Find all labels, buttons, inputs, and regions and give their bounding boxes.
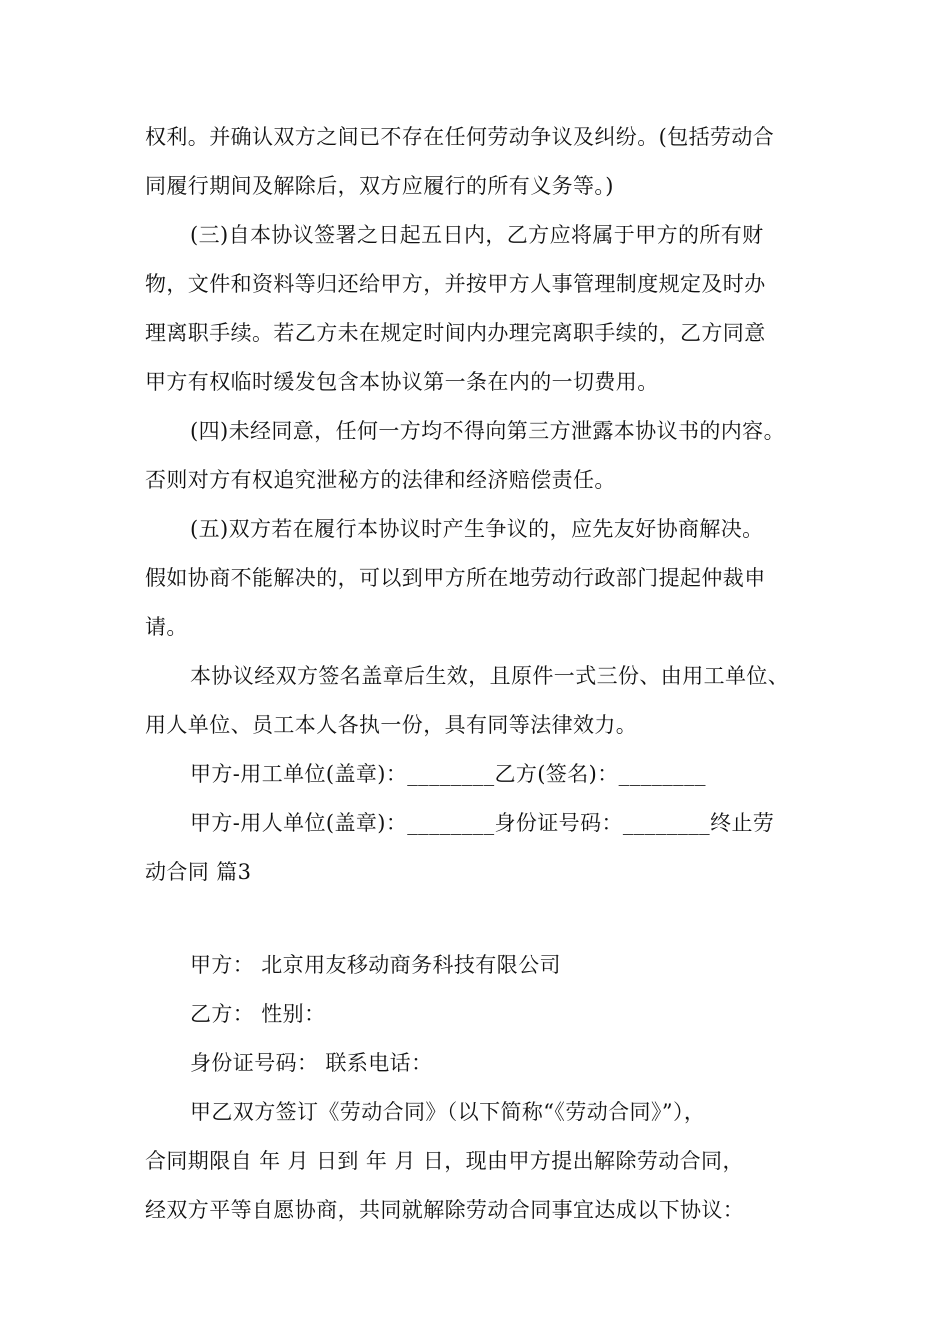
text-line: (三)自本协议签署之日起五日内，乙方应将属于甲方的所有财 xyxy=(190,223,764,247)
text-line: 假如协商不能解决的，可以到甲方所在地劳动行政部门提起仲裁申 xyxy=(145,566,766,590)
text-line: 甲乙双方签订《劳动合同》（以下简称“《劳动合同》”）， xyxy=(190,1100,706,1124)
text-line: (四)未经同意，任何一方均不得向第三方泄露本协议书的内容。 xyxy=(190,419,785,443)
text-line: 本协议经双方签名盖章后生效，且原件一式三份、由用工单位、 xyxy=(190,664,790,688)
section-heading: 动合同 篇3 xyxy=(145,860,252,884)
text-line: 权利。并确认双方之间已不存在任何劳动争议及纠纷。(包括劳动合 xyxy=(145,125,775,149)
text-line: 否则对方有权追究泄秘方的法律和经济赔偿责任。 xyxy=(145,468,616,492)
text-line: 同履行期间及解除后，双方应履行的所有义务等。) xyxy=(145,174,614,198)
text-line: 甲方有权临时缓发包含本协议第一条在内的一切费用。 xyxy=(145,370,659,394)
party-b-line: 乙方： 性别： xyxy=(190,1002,326,1026)
text-line: 用人单位、员工本人各执一份，具有同等法律效力。 xyxy=(145,713,638,737)
text-line: 请。 xyxy=(145,615,188,639)
text-line: 合同期限自 年 月 日到 年 月 日，现由甲方提出解除劳动合同， xyxy=(145,1149,744,1173)
signature-line: 甲方-用人单位(盖章)：________身份证号码：________终止劳 xyxy=(190,811,775,835)
text-line: 物，文件和资料等归还给甲方，并按甲方人事管理制度规定及时办 xyxy=(145,272,766,296)
text-line: 经双方平等自愿协商，共同就解除劳动合同事宜达成以下协议： xyxy=(145,1198,745,1222)
text-line: 理离职手续。若乙方未在规定时间内办理完离职手续的，乙方同意 xyxy=(145,321,766,345)
text-line: (五)双方若在履行本协议时产生争议的，应先友好协商解决。 xyxy=(190,517,764,541)
id-contact-line: 身份证号码： 联系电话： xyxy=(190,1051,433,1075)
party-a-line: 甲方： 北京用友移动商务科技有限公司 xyxy=(190,953,561,977)
signature-line: 甲方-用工单位(盖章)：________乙方(签名)：________ xyxy=(190,762,706,786)
